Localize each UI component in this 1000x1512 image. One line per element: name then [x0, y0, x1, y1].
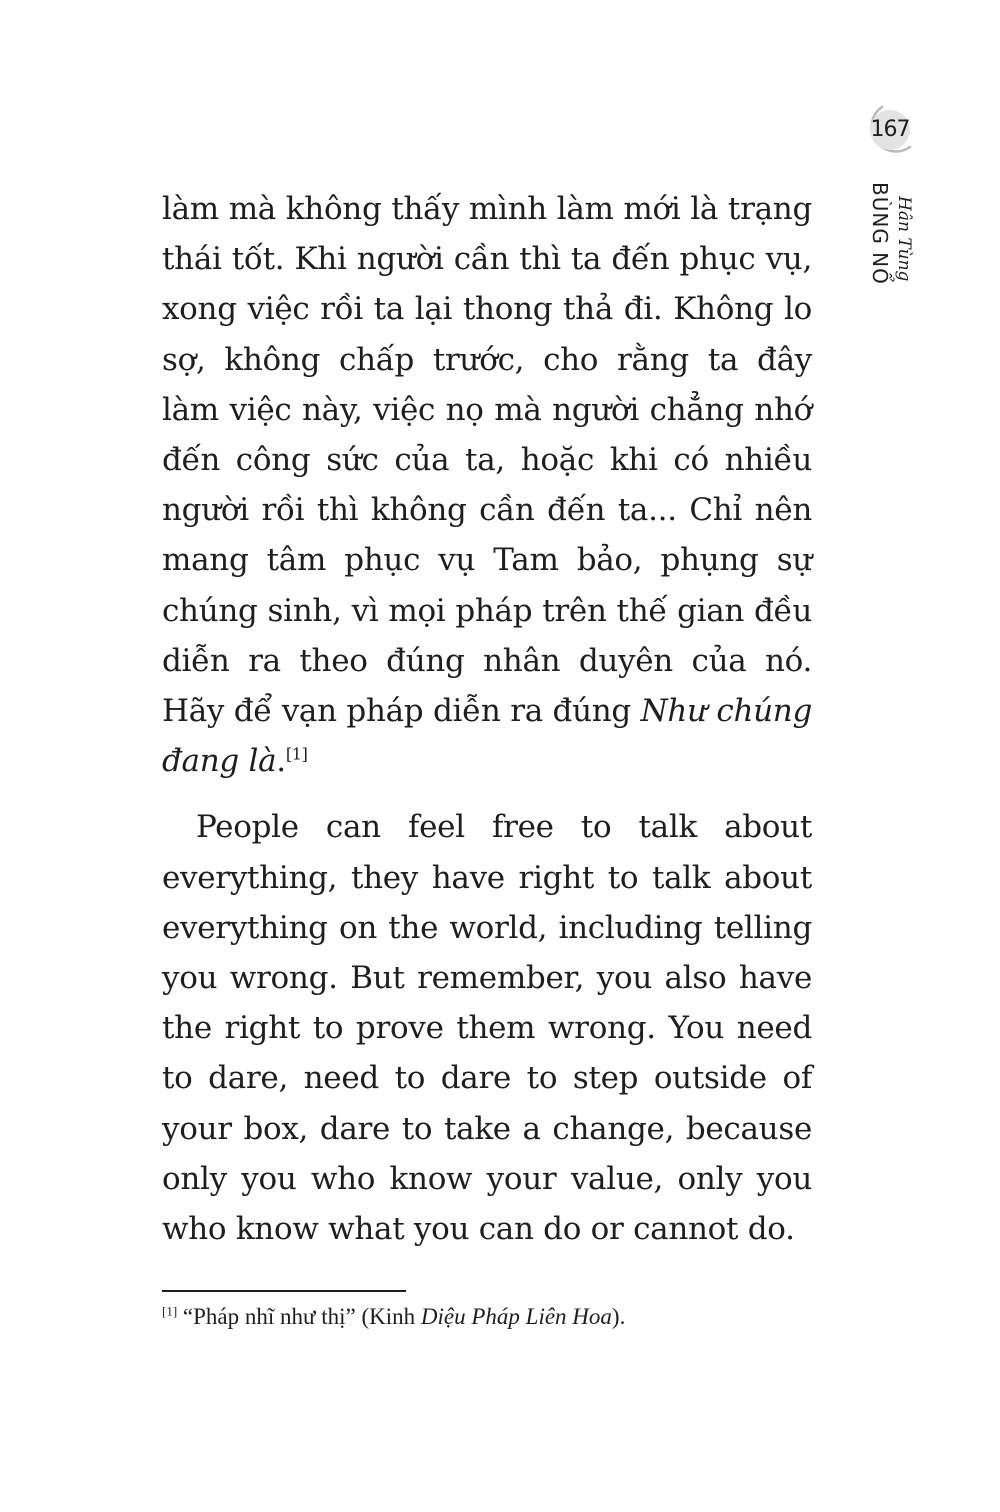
footnote-italic: Diệu Pháp Liên Hoa	[420, 1304, 612, 1329]
paragraph-vietnamese-italic: Như chúng đang là	[162, 693, 813, 780]
running-title-main: BÙNG NỔ	[868, 182, 892, 285]
running-title-author-signature: Hân Tùng	[894, 196, 914, 282]
footnote-text: “Pháp nhĩ như thị” (Kinh	[177, 1304, 421, 1329]
footnote-reference[interactable]: [1]	[285, 744, 308, 764]
paragraph-vietnamese-text: làm mà không thấy mình làm mới là trạng thái tốt. Khi người cần thì ta đến phục vụ, xong việc rồi ta lại thong thả đi. Không lo sợ, không chấp trước, cho rằng ta đây làm việc này, việc nọ mà người chẳng nhớ đến công sức của ta, hoặc khi có nhiều người rồi thì không cần đến ta... Chỉ nên mang tâm phục vụ Tam bảo, phụng sự chúng sinh, vì mọi pháp trên thế gian đều diễn ra theo đúng nhân duyên của nó. Hãy để vạn pháp diễn ra đúng	[162, 191, 812, 730]
page-number-badge	[860, 100, 920, 160]
footnote-divider	[162, 1290, 406, 1292]
paragraph-vietnamese	[162, 184, 812, 786]
footnote-end: ).	[611, 1304, 626, 1329]
paragraph-english: People can feel free to talk about everything, they have right to talk about everything on the world, including telling you wrong. But remember, you also have the right to prove them wrong. You need to dare, need to dare to step outside of your box, dare to take a change, because only you who know your value, only you who know what you can do or cannot do.	[162, 809, 812, 1248]
footnote	[162, 1302, 812, 1332]
paragraph-vietnamese-end: .	[276, 743, 286, 780]
body-text	[162, 184, 812, 1254]
footnote-mark: [1]	[162, 1303, 178, 1319]
running-title	[870, 182, 930, 292]
page-number: 167	[870, 117, 910, 142]
